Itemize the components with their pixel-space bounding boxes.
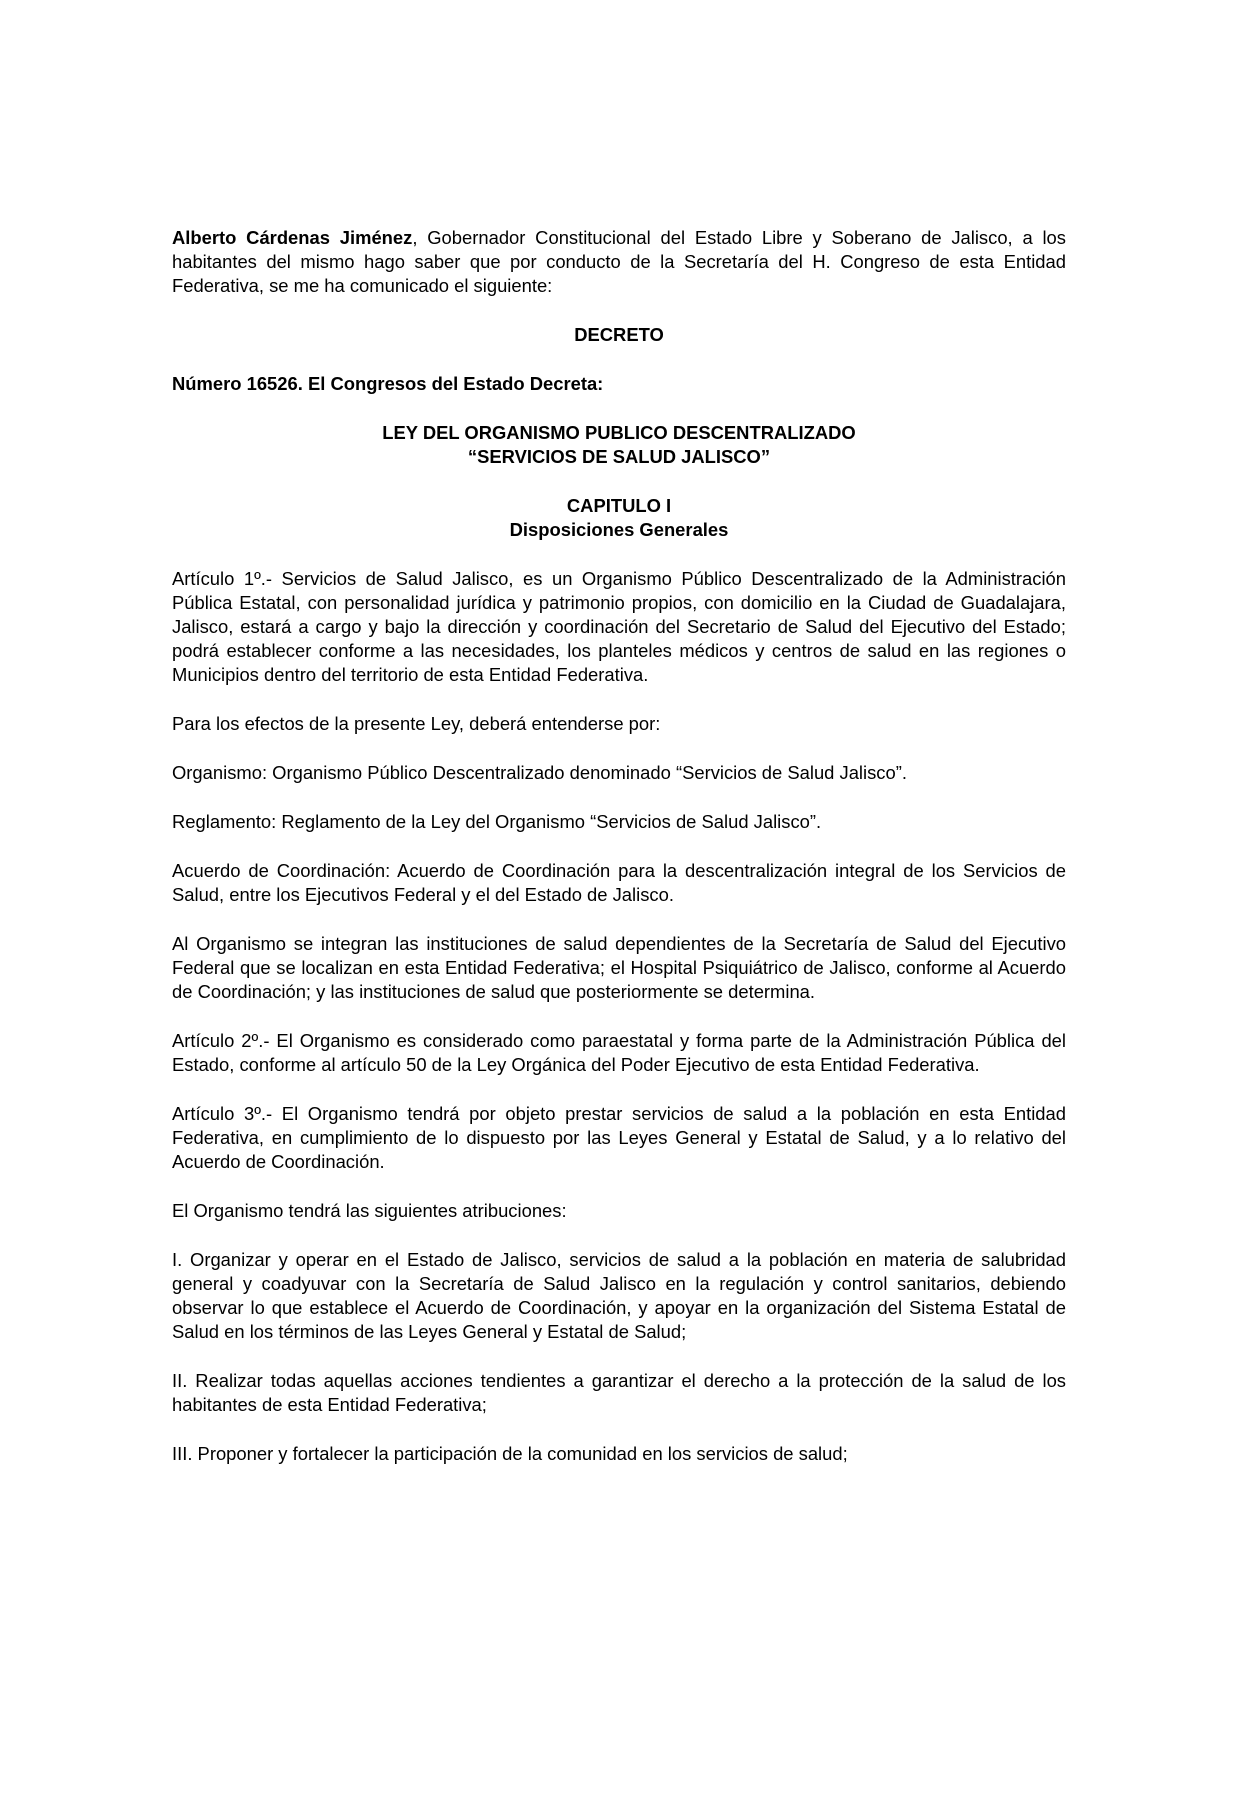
intro-text: , Gobernador Constitucional del Estado Libre y Soberano de Jalisco, a los habitantes del mismo hago saber que por conducto de la Secretaría del H. Congreso de esta Entidad Federativa, se me ha comunicado el siguiente: xyxy=(172,227,1066,296)
chapter-heading xyxy=(172,494,1066,542)
definition-acuerdo: Acuerdo de Coordinación: Acuerdo de Coordinación para la descentralización integral de los Servicios de Salud, entre los Ejecutivos Federal y el del Estado de Jalisco. xyxy=(172,860,1066,905)
decree-number-line: Número 16526. El Congresos del Estado Decreta: xyxy=(172,373,604,394)
attributions-intro: El Organismo tendrá las siguientes atribuciones: xyxy=(172,1200,567,1221)
decreto-heading: DECRETO xyxy=(574,324,664,345)
article-1: Artículo 1º.- Servicios de Salud Jalisco, es un Organismo Público Descentralizado de la Administración Pública Estatal, con personalidad jurídica y patrimonio propios, con domicilio en la Ciudad de Guadalajara, Jalisco, estará a cargo y bajo la dirección y coordinación del Secretario de Salud del Ejecutivo del Estado; podrá establecer conforme a las necesidades, los planteles médicos y centros de salud en las regiones o Municipios dentro del territorio de esta Entidad Federativa. xyxy=(172,568,1066,685)
law-title-line-2: “SERVICIOS DE SALUD JALISCO” xyxy=(467,446,771,467)
definition-reglamento: Reglamento: Reglamento de la Ley del Organismo “Servicios de Salud Jalisco”. xyxy=(172,811,822,832)
definitions-intro: Para los efectos de la presente Ley, deberá entenderse por: xyxy=(172,713,661,734)
definition-organismo: Organismo: Organismo Público Descentralizado denominado “Servicios de Salud Jalisco”. xyxy=(172,762,907,783)
governor-name: Alberto Cárdenas Jiménez xyxy=(172,227,413,248)
article-3: Artículo 3º.- El Organismo tendrá por objeto prestar servicios de salud a la población en esta Entidad Federativa, en cumplimiento de lo dispuesto por las Leyes General y Estatal de Salud, y a lo relativo del Acuerdo de Coordinación. xyxy=(172,1103,1066,1172)
attribution-3: III. Proponer y fortalecer la participación de la comunidad en los servicios de salud; xyxy=(172,1443,848,1464)
article-2: Artículo 2º.- El Organismo es considerado como paraestatal y forma parte de la Administración Pública del Estado, conforme al artículo 50 de la Ley Orgánica del Poder Ejecutivo de esta Entidad Federativa. xyxy=(172,1030,1066,1075)
law-title xyxy=(172,421,1066,469)
integration-paragraph: Al Organismo se integran las instituciones de salud dependientes de la Secretaría de Salud del Ejecutivo Federal que se localizan en esta Entidad Federativa; el Hospital Psiquiátrico de Jalisco, conforme al Acuerdo de Coordinación; y las instituciones de salud que posteriormente se determina. xyxy=(172,933,1066,1002)
law-title-line-1: LEY DEL ORGANISMO PUBLICO DESCENTRALIZADO xyxy=(382,422,856,443)
chapter-title: Disposiciones Generales xyxy=(509,519,729,540)
attribution-2: II. Realizar todas aquellas acciones tendientes a garantizar el derecho a la protección de la salud de los habitantes de esta Entidad Federativa; xyxy=(172,1370,1066,1415)
chapter-number: CAPITULO I xyxy=(566,495,672,516)
document-page xyxy=(172,226,1066,1491)
intro-paragraph xyxy=(172,226,1066,298)
attribution-1: I. Organizar y operar en el Estado de Jalisco, servicios de salud a la población en materia de salubridad general y coadyuvar con la Secretaría de Salud Jalisco en la regulación y control sanitarios, debiendo observar lo que establece el Acuerdo de Coordinación, y apoyar en la organización del Sistema Estatal de Salud en los términos de las Leyes General y Estatal de Salud; xyxy=(172,1249,1066,1342)
